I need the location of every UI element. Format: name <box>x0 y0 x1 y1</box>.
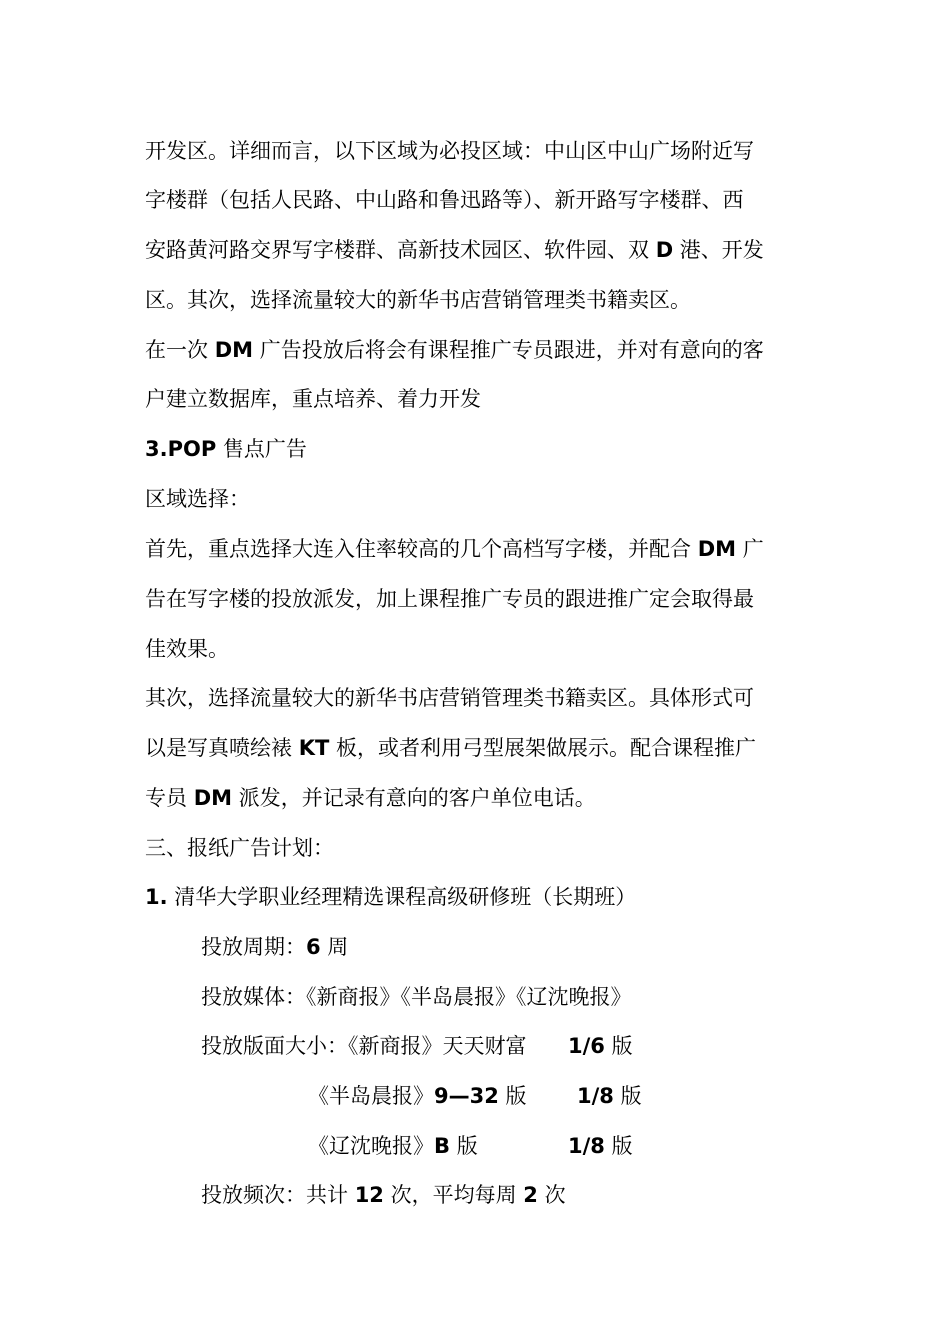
text: 区域选择： <box>145 487 250 511</box>
size-paper: 《辽沈晚报》 <box>308 1134 434 1158</box>
item-title: 清华大学职业经理精选课程高级研修班（长期班） <box>167 885 637 909</box>
size-page: 9—32 <box>434 1084 499 1108</box>
size-paper: 《新商报》天天财富 <box>348 1034 527 1058</box>
heading-text: 三、报纸广告计划： <box>145 836 334 860</box>
text: 首先，重点选择大连入住率较高的几个高档写字楼，并配合 <box>145 537 698 561</box>
text-bold: DM <box>697 537 737 561</box>
text: 港、开发 <box>673 238 764 262</box>
period-label: 投放周期： <box>201 935 306 959</box>
paragraph-line <box>145 286 691 314</box>
media-label: 投放媒体： <box>201 985 306 1009</box>
size-row <box>308 1082 527 1110</box>
paragraph-line <box>145 336 764 364</box>
paragraph-line <box>145 784 596 812</box>
freq-label: 投放频次：共计 <box>201 1183 355 1207</box>
freq-weekly: 2 <box>523 1183 538 1207</box>
paragraph-line <box>145 635 229 663</box>
media-value: 《新商报》《半岛晨报》《辽沈晚报》 <box>306 985 632 1009</box>
size-unit: 版 <box>604 1034 633 1058</box>
media-line <box>201 983 632 1011</box>
text: 以是写真喷绘裱 <box>145 736 299 760</box>
size-value <box>568 1132 633 1160</box>
frequency-line <box>201 1181 566 1209</box>
freq-total: 12 <box>354 1183 384 1207</box>
text-bold: DM <box>214 338 254 362</box>
paragraph-line <box>145 585 754 613</box>
text: 派发，并记录有意向的客户单位电话。 <box>232 786 596 810</box>
size-page-unit: 版 <box>450 1134 478 1158</box>
size-value <box>577 1082 642 1110</box>
heading-text: 售点广告 <box>216 437 307 461</box>
size-fraction: 1/8 <box>568 1134 605 1158</box>
paragraph-line <box>145 236 764 264</box>
section-heading-pop <box>145 435 307 463</box>
text-bold: D <box>655 238 674 262</box>
period-line <box>201 933 348 961</box>
period-value: 6 <box>306 935 321 959</box>
paragraph-line <box>145 734 756 762</box>
freq-mid: 次，平均每周 <box>383 1183 524 1207</box>
size-page-unit: 版 <box>498 1084 527 1108</box>
item-number: 1. <box>145 885 168 909</box>
size-paper: 《半岛晨报》 <box>308 1084 434 1108</box>
text: 专员 <box>145 786 194 810</box>
section-heading-newspaper <box>145 834 334 862</box>
size-row <box>201 1032 527 1060</box>
size-page: B <box>434 1134 451 1158</box>
text: 广告投放后将会有课程推广专员跟进，并对有意向的客 <box>253 338 764 362</box>
text: 开发区。详细而言，以下区域为必投区域：中山区中山广场附近写 <box>145 139 754 163</box>
period-unit: 周 <box>320 935 349 959</box>
text: 板，或者利用弓型展架做展示。配合课程推广 <box>329 736 756 760</box>
text: 告在写字楼的投放派发，加上课程推广专员的跟进推广定会取得最 <box>145 587 754 611</box>
freq-unit: 次 <box>537 1183 566 1207</box>
text: 区。其次，选择流量较大的新华书店营销管理类书籍卖区。 <box>145 288 691 312</box>
size-label: 投放版面大小： <box>201 1034 348 1058</box>
text: 佳效果。 <box>145 637 229 661</box>
region-label <box>145 485 250 513</box>
paragraph-line <box>145 684 754 712</box>
text-bold: KT <box>298 736 330 760</box>
size-value <box>568 1032 633 1060</box>
size-row <box>308 1132 478 1160</box>
text: 在一次 <box>145 338 215 362</box>
size-fraction: 1/8 <box>577 1084 614 1108</box>
paragraph-line <box>145 186 744 214</box>
size-unit: 版 <box>604 1134 633 1158</box>
plan-item-title <box>145 883 636 911</box>
size-fraction: 1/6 <box>568 1034 605 1058</box>
paragraph-line <box>145 535 764 563</box>
text: 户建立数据库，重点培养、着力开发 <box>145 387 481 411</box>
paragraph-line <box>145 385 481 413</box>
text: 安路黄河路交界写字楼群、高新技术园区、软件园、双 <box>145 238 656 262</box>
text: 其次，选择流量较大的新华书店营销管理类书籍卖区。具体形式可 <box>145 686 754 710</box>
text: 字楼群（包括人民路、中山路和鲁迅路等）、新开路写字楼群、西 <box>145 188 744 212</box>
text-bold: DM <box>193 786 233 810</box>
text: 广 <box>736 537 764 561</box>
paragraph-line <box>145 137 754 165</box>
size-unit: 版 <box>613 1084 642 1108</box>
heading-number: 3.POP <box>145 437 217 461</box>
